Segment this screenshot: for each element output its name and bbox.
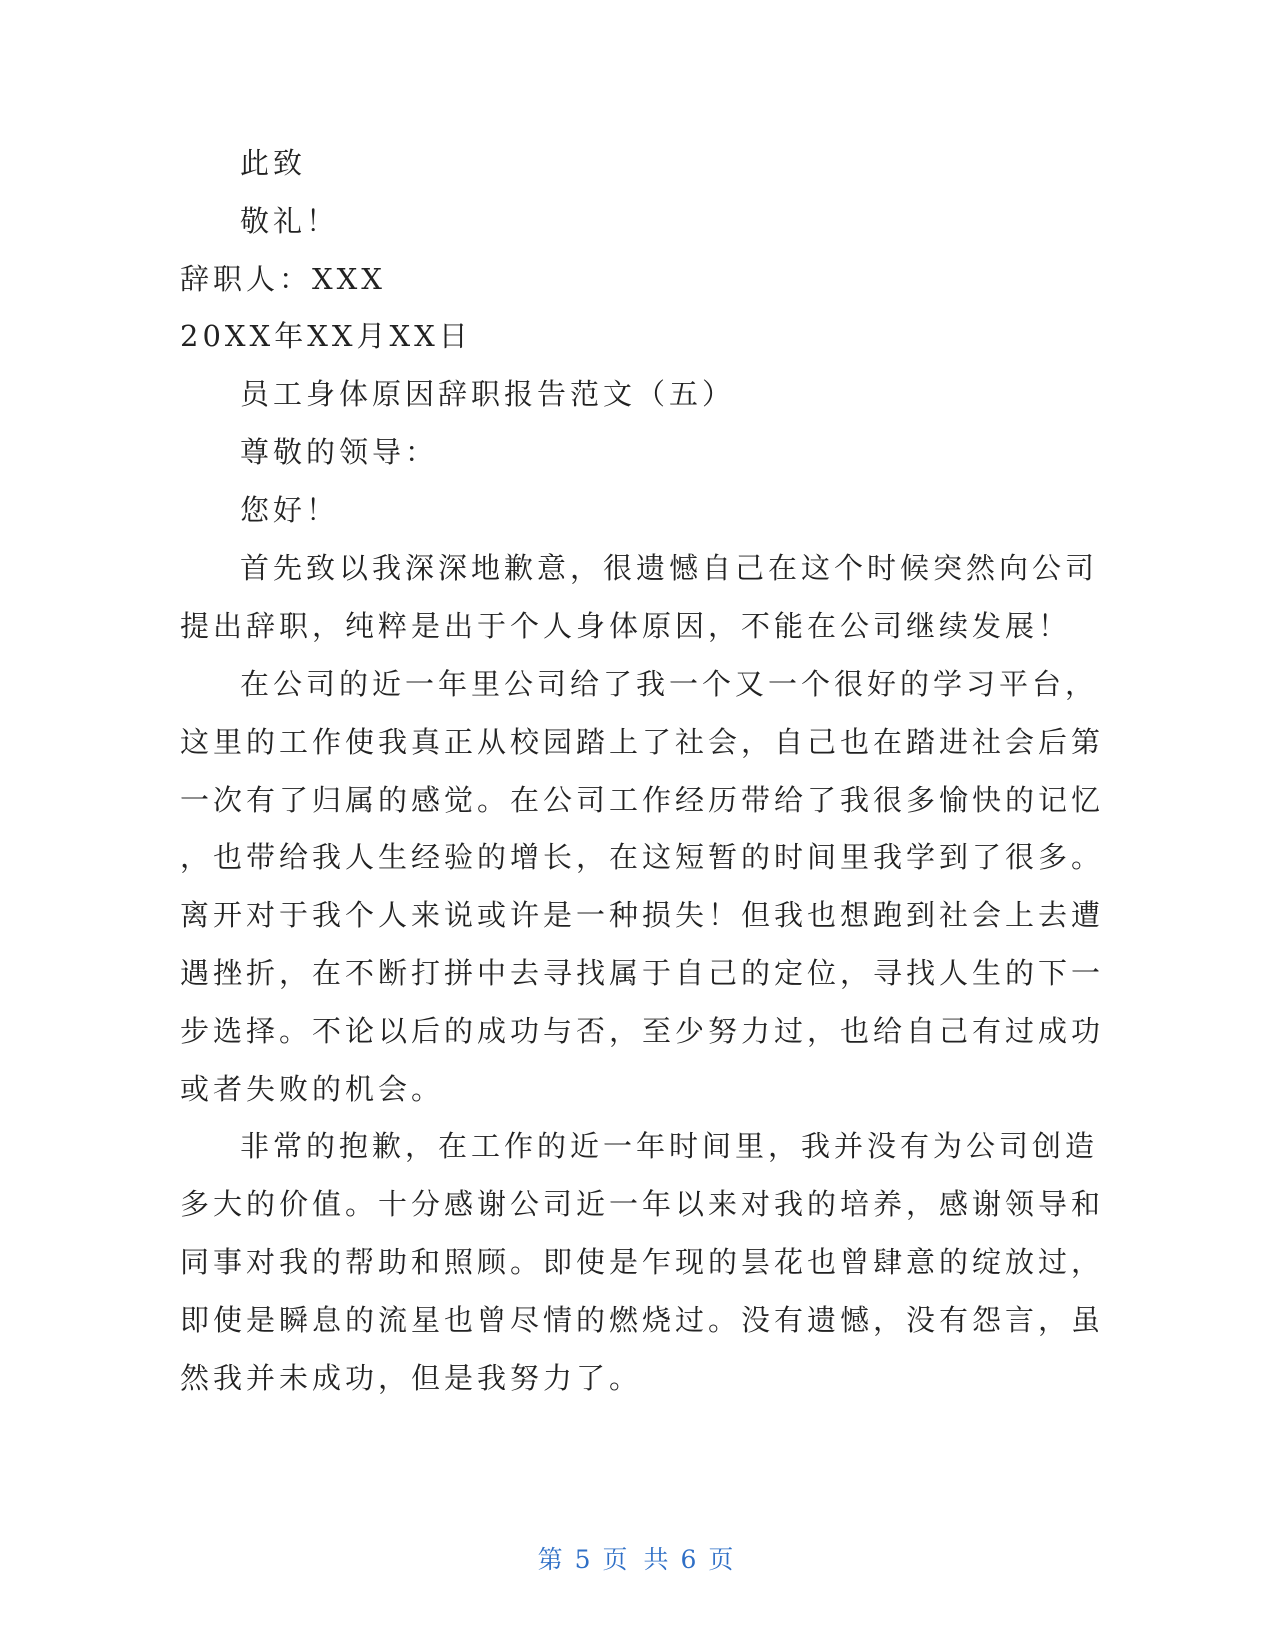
paragraph-3-line: 然我并未成功，但是我努力了。 <box>180 1361 643 1395</box>
footer-prefix: 第 <box>537 1545 567 1574</box>
paragraph-2-line: ，也带给我人生经验的增长，在这短暂的时间里我学到了很多。 <box>180 840 1105 874</box>
paragraph-2-line: 离开对于我个人来说或许是一种损失！但我也想跑到社会上去遭 <box>180 898 1105 932</box>
paragraph-3-line: 同事对我的帮助和照顾。即使是乍现的昙花也曾肆意的绽放过， <box>180 1245 1105 1279</box>
paragraph-3-line: 即使是瞬息的流星也曾尽情的燃烧过。没有遗憾，没有怨言，虽 <box>180 1303 1105 1337</box>
salutation: 尊敬的领导： <box>240 435 439 469</box>
paragraph-2-line: 在公司的近一年里公司给了我一个又一个很好的学习平台， <box>240 667 1099 701</box>
signature-line: 辞职人：XXX <box>180 262 386 296</box>
greeting: 您好！ <box>240 493 340 527</box>
footer-total-pages: 6 <box>680 1545 701 1574</box>
paragraph-1-line: 提出辞职，纯粹是出于个人身体原因，不能在公司继续发展！ <box>180 609 1072 643</box>
closing-line-1: 此致 <box>240 146 307 180</box>
closing-line-2: 敬礼！ <box>240 204 340 238</box>
footer-suffix: 页 <box>708 1545 738 1574</box>
paragraph-2-line: 这里的工作使我真正从校园踏上了社会，自己也在踏进社会后第 <box>180 725 1105 759</box>
page-footer <box>0 1543 1275 1577</box>
paragraph-3-line: 多大的价值。十分感谢公司近一年以来对我的培养，感谢领导和 <box>180 1187 1105 1221</box>
paragraph-2-line: 一次有了归属的感觉。在公司工作经历带给了我很多愉快的记忆 <box>180 783 1105 817</box>
paragraph-2-line: 遇挫折，在不断打拼中去寻找属于自己的定位，寻找人生的下一 <box>180 956 1105 990</box>
paragraph-2-line: 步选择。不论以后的成功与否，至少努力过，也给自己有过成功 <box>180 1014 1105 1048</box>
footer-middle: 页 共 <box>602 1545 673 1574</box>
paragraph-1-line: 首先致以我深深地歉意，很遗憾自己在这个时候突然向公司 <box>240 551 1099 585</box>
paragraph-3-line: 非常的抱歉，在工作的近一年时间里，我并没有为公司创造 <box>240 1129 1099 1163</box>
paragraph-2-line: 或者失败的机会。 <box>180 1072 445 1106</box>
footer-current-page: 5 <box>574 1545 595 1574</box>
date-line: 20XX年XX月XX日 <box>180 319 472 353</box>
section-title: 员工身体原因辞职报告范文（五） <box>240 377 736 411</box>
